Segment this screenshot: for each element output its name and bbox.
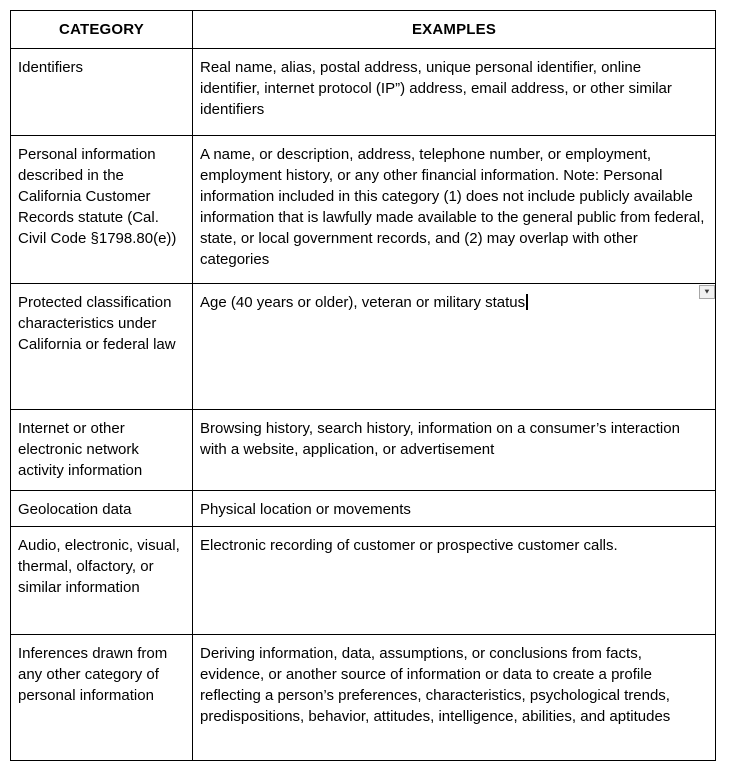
examples-cell[interactable]	[193, 410, 716, 491]
table-row	[11, 136, 716, 284]
examples-cell[interactable]	[193, 635, 716, 761]
category-cell[interactable]	[11, 410, 193, 491]
examples-text: A name, or description, address, telephone number, or employment, employment history, or any other financial information. Note: Personal information included in this category (1) does not include publicly available information that is lawfully made available to the general public from federal, state, or local government records, and (2) may overlap with other categories	[200, 146, 705, 268]
category-text: Inferences drawn from any other category of personal information	[18, 645, 168, 704]
category-cell[interactable]	[11, 491, 193, 527]
category-text: Audio, electronic, visual, thermal, olfactory, or similar information	[18, 537, 180, 596]
header-cell-examples[interactable]	[193, 11, 716, 49]
examples-text: Electronic recording of customer or prospective customer calls.	[200, 537, 618, 554]
category-text: Personal information described in the California Customer Records statute (Cal. Civil Code §1798.80(e))	[18, 146, 177, 247]
table-header	[11, 11, 716, 49]
category-text: Geolocation data	[18, 501, 132, 518]
examples-cell[interactable]	[193, 527, 716, 635]
table-row	[11, 410, 716, 491]
category-cell[interactable]	[11, 284, 193, 410]
header-row	[11, 11, 716, 49]
examples-cell[interactable]	[193, 136, 716, 284]
category-cell[interactable]	[11, 136, 193, 284]
examples-text: Age (40 years or older), veteran or military status	[200, 294, 526, 311]
category-cell[interactable]	[11, 49, 193, 136]
table-row	[11, 527, 716, 635]
category-text: Identifiers	[18, 59, 84, 76]
examples-cell[interactable]	[193, 49, 716, 136]
examples-text: Physical location or movements	[200, 501, 411, 518]
examples-text: Deriving information, data, assumptions, or conclusions from facts, evidence, or another source of information or data to create a profile reflecting a person’s preferences, characteristics, psychological trends, predispositions, behavior, attitudes, intelligence, abilities, and aptitudes	[200, 645, 671, 725]
table-row	[11, 635, 716, 761]
category-text: Internet or other electronic network activity information	[18, 420, 143, 479]
table-row	[11, 284, 716, 410]
examples-text: Browsing history, search history, information on a consumer’s interaction with a website, application, or advertisement	[200, 420, 680, 458]
table-row	[11, 49, 716, 136]
header-label-examples: EXAMPLES	[411, 21, 497, 38]
table-row	[11, 491, 716, 527]
text-cursor	[526, 294, 528, 310]
category-cell[interactable]	[11, 635, 193, 761]
header-cell-category[interactable]	[11, 11, 193, 49]
personal-information-categories-table	[10, 10, 716, 761]
examples-text: Real name, alias, postal address, unique personal identifier, online identifier, internet protocol (IP”) address, email address, or other similar identifiers	[200, 59, 672, 118]
category-cell[interactable]	[11, 527, 193, 635]
dropdown-arrow-icon: ▼	[703, 287, 711, 296]
table-body	[11, 49, 716, 761]
header-label-category: CATEGORY	[59, 21, 144, 38]
examples-cell[interactable]	[193, 491, 716, 527]
cell-dropdown-button[interactable]	[699, 285, 715, 299]
examples-cell[interactable]	[193, 284, 716, 410]
category-text: Protected classification characteristics under California or federal law	[18, 294, 176, 353]
